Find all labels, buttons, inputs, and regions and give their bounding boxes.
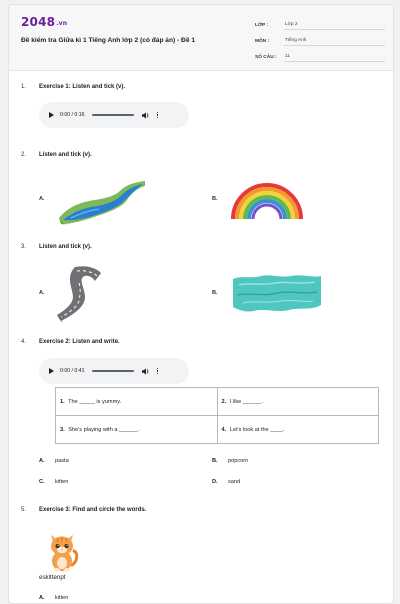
option-letter-a: A. — [39, 196, 45, 202]
sentence-text: Let's look at the ____. — [229, 426, 285, 433]
choice-text: sand — [228, 479, 241, 485]
audio-progress-track[interactable] — [92, 370, 134, 372]
choice-a[interactable] — [39, 458, 69, 464]
choice-text: popcorn — [228, 458, 249, 464]
question-text: Exercise 2: Listen and write. — [39, 339, 120, 345]
road-image[interactable] — [55, 263, 107, 325]
question-number: 4. — [21, 339, 27, 345]
word-search-string: eskittenpt — [39, 574, 66, 581]
logo-main: 2048 — [21, 15, 56, 29]
kitten-image[interactable] — [45, 529, 79, 573]
choice-text: kitten — [55, 595, 69, 601]
exam-page — [8, 4, 394, 604]
choice-b[interactable] — [212, 458, 248, 464]
question-number: 5. — [21, 507, 27, 513]
play-icon[interactable] — [49, 112, 54, 118]
question-text: Listen and tick (v). — [39, 244, 92, 250]
meta-row-subject — [255, 33, 385, 49]
choice-text: pasta — [55, 458, 69, 464]
choice-c[interactable] — [39, 479, 68, 485]
exam-header — [9, 5, 393, 71]
option-letter-a: A. — [39, 290, 45, 296]
rainbow-image[interactable] — [231, 179, 303, 221]
site-logo[interactable] — [21, 15, 67, 29]
choice-letter: B. — [212, 458, 218, 464]
sentence-number: 1. — [60, 398, 65, 405]
sentence-text: The _____ is yummy. — [68, 398, 122, 405]
sentence-number: 2. — [221, 398, 227, 405]
choice-text: kitten — [55, 479, 69, 485]
choice-letter: A. — [39, 458, 45, 464]
meta-row-class — [255, 17, 385, 33]
meta-row-question-count — [255, 49, 385, 65]
audio-time: 0:00 / 0:41 — [60, 368, 85, 374]
exam-meta — [255, 17, 385, 65]
audio-progress-track[interactable] — [92, 114, 134, 116]
play-icon[interactable] — [49, 368, 54, 374]
question-text: Exercise 1: Listen and tick (v). — [39, 84, 126, 90]
meta-value: 11 — [284, 52, 385, 62]
audio-time: 0:00 / 0:16 — [60, 112, 85, 118]
audio-player-1[interactable] — [39, 102, 189, 128]
choice-letter: A. — [39, 595, 45, 601]
sentence-text: I like ______. — [229, 398, 264, 405]
table-cell — [56, 416, 218, 444]
table-cell — [56, 388, 218, 416]
question-text: Listen and tick (v). — [39, 152, 92, 158]
choice-a[interactable] — [39, 595, 68, 601]
fill-in-table — [55, 387, 379, 444]
volume-icon[interactable] — [142, 112, 150, 119]
exam-title: Đề kiểm tra Giữa kì 1 Tiếng Anh lớp 2 (có đáp án) - Đề 1 — [21, 37, 195, 44]
question-number: 3. — [21, 244, 27, 250]
meta-value: Tiếng Anh — [284, 36, 385, 46]
sentence-number: 3. — [60, 426, 65, 433]
choice-letter: C. — [39, 479, 45, 485]
sentence-text: She's playing with a ______. — [68, 426, 140, 433]
meta-label: SỐ CÂU : — [255, 54, 277, 60]
table-cell — [217, 388, 379, 416]
volume-icon[interactable] — [142, 368, 150, 375]
meta-label: MÔN : — [255, 38, 270, 44]
choice-letter: D. — [212, 479, 218, 485]
logo-suffix: .vn — [56, 20, 68, 27]
option-letter-b: B. — [212, 290, 218, 296]
question-number: 1. — [21, 84, 27, 90]
sea-image[interactable] — [231, 273, 323, 313]
more-options-icon[interactable] — [157, 368, 159, 375]
meta-label: LỚP : — [255, 22, 269, 28]
table-row — [56, 416, 379, 444]
river-image[interactable] — [57, 178, 147, 228]
table-row — [56, 388, 379, 416]
question-text: Exercise 3: Find and circle the words. — [39, 507, 147, 513]
table-cell — [217, 416, 379, 444]
more-options-icon[interactable] — [157, 112, 159, 119]
sentence-number: 4. — [221, 426, 227, 433]
choice-d[interactable] — [212, 479, 240, 485]
meta-value: Lớp 2 — [284, 20, 385, 30]
option-letter-b: B. — [212, 196, 218, 202]
audio-player-2[interactable] — [39, 358, 189, 384]
question-number: 2. — [21, 152, 27, 158]
